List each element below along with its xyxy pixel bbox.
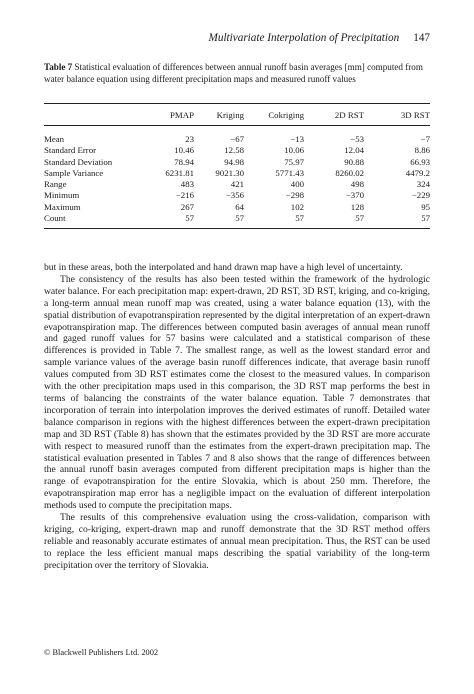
copyright-footer: © Blackwell Publishers Ltd. 2002: [44, 648, 159, 657]
table-cell: −13: [290, 134, 304, 144]
table-cell: 498: [350, 179, 364, 190]
table-row: [44, 190, 430, 201]
table-cell: 57: [304, 213, 364, 229]
table-header-row: [44, 104, 430, 126]
table-row: [44, 157, 430, 168]
table-caption-text: Statistical evaluation of differences between annual runoff basin averages [mm] computed from water balance equation using different precipitation maps and measured runoff values: [44, 62, 423, 84]
table-cell: 8.86: [414, 145, 430, 156]
table-cell: −53: [350, 134, 364, 144]
table-cell: −370: [345, 190, 364, 201]
table-cell: 267: [180, 201, 194, 212]
table-cell: 421: [230, 179, 244, 190]
row-label: Standard Deviation: [44, 156, 113, 167]
row-label: Standard Error: [44, 145, 97, 156]
table-cell: 90.88: [344, 156, 364, 167]
column-header: PMAP: [154, 104, 194, 126]
row-label: Minimum: [44, 190, 80, 201]
table-row: [44, 202, 430, 213]
paragraph: The consistency of the results has also been tested within the framework of the hydrologic water balance. For each precipitation map: expert-drawn, 2D RST, 3D RST, kriging, and co-kriging, a long-term annual mean runoff map was created, using a water balance equation (13), with the spatial distribution of evapotranspiration represented by the digital interpretation of an expert-drawn evapotranspiration map. The differences between computed basin averages of annual mean runoff and gaged runoff values for 57 basins were calculated and a statistical comparison of these differences is provided in Table 7. The smallest range, as well as the lowest standard error and sample variance values of the average basin runoff differences indicate, that average basin runoff values computed from 3D RST estimates come the closest to the measured values. In comparison with the other precipitation maps used in this comparison, the 3D RST map performs the best in terms of balancing the constraints of the water balance equation. Table 7 demonstrates that incorporation of terrain into interpolation improves the derived estimates of runoff. Detailed water balance comparison in regions with the highest differences between the expert-drawn precipitation map and 3D RST (Table 8) has shown that the estimates provided by the 3D RST are more accurate with respect to measured runoff than the estimates from the expert-drawn precipitation map. The statistical evaluation presented in Tables 7 and 8 also shows that the range of differences between the annual runoff basin averages computed from different precipitation maps is higher than the range of evapotranspiration for the entire Slovakia, which is about 250 mm. Therefore, the evapotranspiration map error has a negligible impact on the evaluation of different interpolation methods used to compute the precipitation maps.: [44, 273, 430, 512]
column-header: [44, 104, 154, 126]
table-cell: 12.04: [344, 145, 364, 156]
table-cell: −298: [285, 190, 304, 201]
column-header: Cokriging: [244, 104, 304, 126]
table-row: [44, 126, 430, 146]
table-cell: 57: [244, 213, 304, 229]
table-row: [44, 179, 430, 190]
table-cell: 57: [194, 213, 244, 229]
statistics-table: [44, 103, 430, 229]
table-cell: 5771.43: [275, 167, 304, 178]
table-cell: −229: [411, 190, 430, 201]
table-cell: 400: [290, 179, 304, 190]
row-label: Mean: [44, 134, 65, 144]
table-cell: 8260.02: [335, 167, 364, 178]
table-cell: 128: [350, 201, 364, 212]
row-label: Sample Variance: [44, 167, 104, 178]
table-cell: 78.94: [174, 156, 194, 167]
table-cell: 12.58: [224, 145, 244, 156]
table-cell: −216: [175, 190, 194, 201]
table-cell: 10.06: [284, 145, 304, 156]
paragraph: The results of this comprehensive evaluation using the cross-validation, comparison with kriging, co-kriging, expert-drawn map and runoff demonstrate that the 3D RST method offers reliable and reasonably accurate estimates of annual mean precipitation. Thus, the RST can be used to replace the less efficient manual maps describing the spatial variability of the long-term precipitation over the territory of Slovakia.: [44, 512, 430, 571]
running-head: [209, 32, 430, 44]
table-cell: 95: [421, 201, 430, 212]
column-header: Kriging: [194, 104, 244, 126]
table-caption: [44, 62, 430, 85]
table-cell: −356: [225, 190, 244, 201]
table-label: Table 7: [44, 62, 73, 72]
table-cell: 483: [180, 179, 194, 190]
table-cell: 4479.2: [405, 167, 430, 178]
table-cell: 57: [154, 213, 194, 229]
table-row: [44, 213, 430, 229]
body-text: [44, 262, 430, 572]
table-cell: −67: [230, 134, 244, 144]
table-cell: 6231.81: [165, 167, 194, 178]
table-cell: 324: [416, 179, 430, 190]
table-cell: 66.93: [410, 156, 430, 167]
page-number: 147: [413, 32, 430, 44]
table-cell: 10.46: [174, 145, 194, 156]
paragraph: but in these areas, both the interpolated and hand drawn map have a high level of uncertainty.: [44, 262, 403, 273]
row-label: Maximum: [44, 201, 81, 212]
table-cell: 75.97: [284, 156, 304, 167]
table-cell: 64: [235, 201, 244, 212]
table-cell: 94.98: [224, 156, 244, 167]
table-cell: 23: [185, 134, 194, 144]
running-head-title: Multivariate Interpolation of Precipitation: [208, 32, 400, 44]
column-header: 3D RST: [364, 104, 430, 126]
table-cell: 9021.30: [215, 167, 244, 178]
table-cell: −7: [420, 134, 430, 144]
row-label: Count: [44, 213, 154, 229]
table-row: [44, 145, 430, 156]
column-header: 2D RST: [304, 104, 364, 126]
row-label: Range: [44, 179, 67, 190]
table-row: [44, 168, 430, 179]
table-cell: 57: [364, 213, 430, 229]
table-cell: 102: [290, 201, 304, 212]
